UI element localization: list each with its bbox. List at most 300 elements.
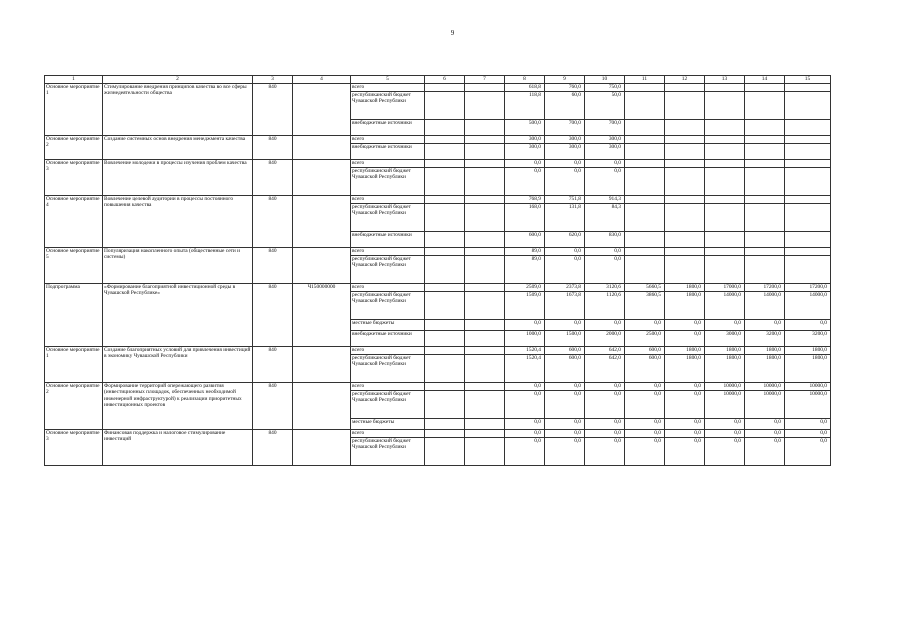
value-cell: 89,0 bbox=[505, 248, 545, 256]
header-cell: 14 bbox=[745, 76, 785, 84]
grbs-cell: 840 bbox=[253, 196, 293, 248]
table-row bbox=[45, 196, 831, 204]
value-cell: 914,3 bbox=[585, 196, 625, 204]
finance-source-cell: республиканский бюджет Чувашской Республики bbox=[351, 92, 425, 120]
value-cell bbox=[705, 84, 745, 92]
value-cell: 10000,0 bbox=[785, 391, 831, 419]
empty-cell bbox=[465, 391, 505, 419]
value-cell: 0,0 bbox=[665, 438, 705, 466]
value-cell: 1800,0 bbox=[665, 347, 705, 355]
value-cell bbox=[745, 232, 785, 248]
value-cell: 3120,6 bbox=[585, 284, 625, 292]
value-cell: 0,0 bbox=[745, 430, 785, 438]
value-cell: 0,0 bbox=[585, 419, 625, 430]
value-cell: 17200,0 bbox=[785, 284, 831, 292]
value-cell: 0,0 bbox=[505, 419, 545, 430]
status-cell: Основное мероприятие 2 bbox=[45, 136, 103, 160]
grbs-cell: 840 bbox=[253, 383, 293, 430]
value-cell: 3000,0 bbox=[705, 331, 745, 347]
value-cell: 0,0 bbox=[585, 256, 625, 284]
empty-cell bbox=[465, 92, 505, 120]
value-cell: 1800,0 bbox=[785, 355, 831, 383]
value-cell: 0,0 bbox=[665, 383, 705, 391]
measure-name-cell: Вовлечение молодежи в процессы изучения проблем качества bbox=[103, 160, 253, 196]
value-cell bbox=[665, 196, 705, 204]
value-cell: 2500,0 bbox=[625, 331, 665, 347]
value-cell bbox=[785, 204, 831, 232]
value-cell bbox=[705, 120, 745, 136]
empty-cell bbox=[465, 430, 505, 438]
value-cell: 0,0 bbox=[785, 430, 831, 438]
value-cell: 0,0 bbox=[545, 419, 585, 430]
value-cell bbox=[625, 136, 665, 144]
header-cell: 9 bbox=[545, 76, 585, 84]
value-cell: 2373,8 bbox=[545, 284, 585, 292]
finance-source-cell: республиканский бюджет Чувашской Республики bbox=[351, 292, 425, 320]
finance-source-cell: всего bbox=[351, 84, 425, 92]
table-row bbox=[45, 160, 831, 168]
value-cell bbox=[665, 136, 705, 144]
value-cell: 0,0 bbox=[625, 383, 665, 391]
empty-cell bbox=[465, 160, 505, 168]
value-cell: 5660,5 bbox=[625, 284, 665, 292]
finance-source-cell: всего bbox=[351, 248, 425, 256]
code-cell bbox=[293, 248, 351, 284]
table-row bbox=[45, 284, 831, 292]
value-cell: 0,0 bbox=[665, 331, 705, 347]
empty-cell bbox=[425, 168, 465, 196]
value-cell bbox=[745, 248, 785, 256]
value-cell: 0,0 bbox=[745, 320, 785, 331]
value-cell bbox=[705, 232, 745, 248]
value-cell: 131,8 bbox=[545, 204, 585, 232]
value-cell: 0,0 bbox=[585, 320, 625, 331]
value-cell: 10000,0 bbox=[745, 383, 785, 391]
value-cell bbox=[625, 92, 665, 120]
header-cell: 7 bbox=[465, 76, 505, 84]
empty-cell bbox=[465, 168, 505, 196]
value-cell: 0,0 bbox=[745, 419, 785, 430]
value-cell: 642,0 bbox=[585, 347, 625, 355]
measure-name-cell: «Формирование благоприятной инвестиционной среды в Чувашской Республике» bbox=[103, 284, 253, 347]
page-number: 9 bbox=[450, 29, 455, 37]
measure-name-cell: Финансовая поддержка и налоговое стимулирование инвестиций bbox=[103, 430, 253, 466]
finance-source-cell: всего bbox=[351, 430, 425, 438]
measure-name-cell: Вовлечение целевой аудитории в процессы постоянного повышения качества bbox=[103, 196, 253, 248]
value-cell: 0,0 bbox=[505, 438, 545, 466]
value-cell: 0,0 bbox=[545, 168, 585, 196]
value-cell: 0,0 bbox=[505, 320, 545, 331]
value-cell: 14000,0 bbox=[785, 292, 831, 320]
value-cell bbox=[625, 160, 665, 168]
value-cell: 300,0 bbox=[585, 144, 625, 160]
value-cell: 0,0 bbox=[545, 256, 585, 284]
empty-cell bbox=[465, 120, 505, 136]
header-cell: 10 bbox=[585, 76, 625, 84]
empty-cell bbox=[465, 320, 505, 331]
measure-name-cell: Создание благоприятных условий для привлечения инвестиций в экономику Чувашской Республики bbox=[103, 347, 253, 383]
empty-cell bbox=[425, 248, 465, 256]
empty-cell bbox=[425, 430, 465, 438]
empty-cell bbox=[465, 438, 505, 466]
value-cell: 10000,0 bbox=[785, 383, 831, 391]
empty-cell bbox=[465, 136, 505, 144]
empty-cell bbox=[465, 419, 505, 430]
empty-cell bbox=[425, 160, 465, 168]
empty-cell bbox=[465, 292, 505, 320]
empty-cell bbox=[425, 391, 465, 419]
finance-source-cell: внебюджетные источники bbox=[351, 120, 425, 136]
finance-source-cell: местные бюджеты bbox=[351, 320, 425, 331]
header-cell: 2 bbox=[103, 76, 253, 84]
header-cell: 5 bbox=[351, 76, 425, 84]
measure-name-cell: Популяризация накопленного опыта (общественные сети и системы) bbox=[103, 248, 253, 284]
status-cell: Основное мероприятие 3 bbox=[45, 430, 103, 466]
value-cell: 1800,0 bbox=[665, 284, 705, 292]
value-cell: 0,0 bbox=[665, 419, 705, 430]
value-cell: 1800,0 bbox=[705, 355, 745, 383]
value-cell: 751,8 bbox=[545, 196, 585, 204]
value-cell bbox=[745, 120, 785, 136]
value-cell: 0,0 bbox=[665, 391, 705, 419]
value-cell: 60,0 bbox=[545, 92, 585, 120]
finance-source-cell: республиканский бюджет Чувашской Республики bbox=[351, 168, 425, 196]
value-cell: 1800,0 bbox=[665, 292, 705, 320]
status-cell: Подпрограмма bbox=[45, 284, 103, 347]
finance-source-cell: местные бюджеты bbox=[351, 419, 425, 430]
value-cell bbox=[625, 120, 665, 136]
value-cell bbox=[745, 144, 785, 160]
value-cell: 0,0 bbox=[585, 430, 625, 438]
value-cell bbox=[625, 232, 665, 248]
value-cell: 14000,0 bbox=[705, 292, 745, 320]
empty-cell bbox=[425, 347, 465, 355]
value-cell bbox=[625, 248, 665, 256]
header-cell: 8 bbox=[505, 76, 545, 84]
value-cell: 0,0 bbox=[545, 383, 585, 391]
empty-cell bbox=[465, 204, 505, 232]
empty-cell bbox=[465, 248, 505, 256]
finance-source-cell: республиканский бюджет Чувашской Республики bbox=[351, 438, 425, 466]
value-cell: 118,8 bbox=[505, 92, 545, 120]
value-cell bbox=[705, 144, 745, 160]
code-cell bbox=[293, 383, 351, 430]
value-cell: 0,0 bbox=[665, 320, 705, 331]
value-cell: 1800,0 bbox=[705, 347, 745, 355]
empty-cell bbox=[425, 355, 465, 383]
value-cell: 0,0 bbox=[545, 438, 585, 466]
empty-cell bbox=[425, 196, 465, 204]
value-cell: 10000,0 bbox=[705, 391, 745, 419]
value-cell bbox=[785, 120, 831, 136]
value-cell bbox=[705, 248, 745, 256]
value-cell: 0,0 bbox=[545, 248, 585, 256]
empty-cell bbox=[465, 84, 505, 92]
value-cell bbox=[705, 168, 745, 196]
value-cell bbox=[785, 136, 831, 144]
value-cell bbox=[785, 160, 831, 168]
value-cell: 0,0 bbox=[665, 430, 705, 438]
finance-source-cell: республиканский бюджет Чувашской Республики bbox=[351, 204, 425, 232]
value-cell: 0,0 bbox=[585, 438, 625, 466]
value-cell: 600,0 bbox=[545, 347, 585, 355]
value-cell: 700,0 bbox=[585, 120, 625, 136]
value-cell: 0,0 bbox=[785, 320, 831, 331]
empty-cell bbox=[425, 284, 465, 292]
value-cell: 300,0 bbox=[505, 144, 545, 160]
value-cell: 0,0 bbox=[585, 160, 625, 168]
table-row bbox=[45, 430, 831, 438]
value-cell bbox=[665, 256, 705, 284]
code-cell bbox=[293, 84, 351, 136]
value-cell bbox=[625, 196, 665, 204]
value-cell: 1000,0 bbox=[505, 331, 545, 347]
empty-cell bbox=[465, 196, 505, 204]
value-cell: 14000,0 bbox=[745, 292, 785, 320]
value-cell bbox=[785, 256, 831, 284]
value-cell bbox=[665, 160, 705, 168]
status-cell: Основное мероприятие 5 bbox=[45, 248, 103, 284]
grbs-cell: 840 bbox=[253, 430, 293, 466]
value-cell bbox=[625, 144, 665, 160]
code-cell bbox=[293, 160, 351, 196]
value-cell: 1673,8 bbox=[545, 292, 585, 320]
value-cell bbox=[745, 160, 785, 168]
value-cell bbox=[705, 136, 745, 144]
value-cell: 1520,4 bbox=[505, 355, 545, 383]
value-cell: 10000,0 bbox=[745, 391, 785, 419]
code-cell bbox=[293, 347, 351, 383]
value-cell: 760,0 bbox=[545, 84, 585, 92]
value-cell bbox=[785, 232, 831, 248]
value-cell: 618,8 bbox=[505, 84, 545, 92]
value-cell: 0,0 bbox=[705, 419, 745, 430]
value-cell: 1520,4 bbox=[505, 347, 545, 355]
value-cell: 0,0 bbox=[505, 160, 545, 168]
value-cell: 1120,6 bbox=[585, 292, 625, 320]
value-cell: 0,0 bbox=[585, 248, 625, 256]
value-cell: 700,0 bbox=[545, 120, 585, 136]
empty-cell bbox=[425, 120, 465, 136]
grbs-cell: 840 bbox=[253, 347, 293, 383]
empty-cell bbox=[465, 355, 505, 383]
finance-source-cell: внебюджетные источники bbox=[351, 232, 425, 248]
header-cell: 6 bbox=[425, 76, 465, 84]
value-cell: 0,0 bbox=[785, 419, 831, 430]
value-cell bbox=[705, 256, 745, 284]
value-cell: 3200,0 bbox=[745, 331, 785, 347]
value-cell: 0,0 bbox=[625, 320, 665, 331]
value-cell: 3860,5 bbox=[625, 292, 665, 320]
value-cell: 0,0 bbox=[545, 430, 585, 438]
value-cell bbox=[665, 144, 705, 160]
header-cell: 15 bbox=[785, 76, 831, 84]
value-cell: 500,0 bbox=[505, 120, 545, 136]
value-cell: 600,0 bbox=[625, 347, 665, 355]
empty-cell bbox=[465, 284, 505, 292]
header-cell: 12 bbox=[665, 76, 705, 84]
header-cell: 4 bbox=[293, 76, 351, 84]
measure-name-cell: Создание системных основ внедрения менеджмента качества bbox=[103, 136, 253, 160]
table-row bbox=[45, 248, 831, 256]
code-cell bbox=[293, 136, 351, 160]
finance-source-cell: всего bbox=[351, 284, 425, 292]
value-cell bbox=[665, 248, 705, 256]
status-cell: Основное мероприятие 1 bbox=[45, 347, 103, 383]
value-cell: 750,0 bbox=[585, 84, 625, 92]
empty-cell bbox=[425, 204, 465, 232]
value-cell bbox=[745, 196, 785, 204]
value-cell bbox=[665, 84, 705, 92]
value-cell: 84,3 bbox=[585, 204, 625, 232]
value-cell: 300,0 bbox=[505, 136, 545, 144]
finance-source-cell: внебюджетные источники bbox=[351, 331, 425, 347]
program-finance-table bbox=[44, 75, 831, 466]
finance-source-cell: всего bbox=[351, 383, 425, 391]
value-cell bbox=[745, 168, 785, 196]
value-cell: 0,0 bbox=[585, 383, 625, 391]
grbs-cell: 840 bbox=[253, 160, 293, 196]
measure-name-cell: Стимулирование внедрения принципов качества во все сферы жизнедеятельности общества bbox=[103, 84, 253, 136]
value-cell: 0,0 bbox=[625, 438, 665, 466]
empty-cell bbox=[425, 419, 465, 430]
value-cell: 1800,0 bbox=[745, 355, 785, 383]
table-row bbox=[45, 383, 831, 391]
status-cell: Основное мероприятие 3 bbox=[45, 160, 103, 196]
value-cell bbox=[745, 256, 785, 284]
value-cell: 50,0 bbox=[585, 92, 625, 120]
empty-cell bbox=[465, 256, 505, 284]
value-cell: 1509,0 bbox=[505, 292, 545, 320]
table-row bbox=[45, 347, 831, 355]
header-row bbox=[45, 76, 831, 84]
value-cell bbox=[665, 120, 705, 136]
finance-source-cell: республиканский бюджет Чувашской Республики bbox=[351, 391, 425, 419]
code-cell bbox=[293, 196, 351, 248]
empty-cell bbox=[425, 232, 465, 248]
value-cell bbox=[665, 204, 705, 232]
value-cell: 0,0 bbox=[505, 168, 545, 196]
finance-source-cell: всего bbox=[351, 347, 425, 355]
value-cell bbox=[745, 84, 785, 92]
value-cell: 89,0 bbox=[505, 256, 545, 284]
value-cell bbox=[705, 160, 745, 168]
value-cell: 2000,0 bbox=[585, 331, 625, 347]
value-cell bbox=[665, 232, 705, 248]
table-row bbox=[45, 136, 831, 144]
value-cell: 0,0 bbox=[585, 391, 625, 419]
empty-cell bbox=[425, 256, 465, 284]
value-cell: 17000,0 bbox=[705, 284, 745, 292]
value-cell: 0,0 bbox=[745, 438, 785, 466]
empty-cell bbox=[425, 438, 465, 466]
finance-source-cell: всего bbox=[351, 136, 425, 144]
value-cell bbox=[785, 248, 831, 256]
value-cell: 2509,0 bbox=[505, 284, 545, 292]
value-cell bbox=[705, 92, 745, 120]
value-cell: 0,0 bbox=[625, 430, 665, 438]
value-cell: 10000,0 bbox=[705, 383, 745, 391]
value-cell: 620,0 bbox=[545, 232, 585, 248]
header-cell: 13 bbox=[705, 76, 745, 84]
value-cell bbox=[625, 84, 665, 92]
value-cell bbox=[785, 196, 831, 204]
value-cell: 1800,0 bbox=[745, 347, 785, 355]
value-cell bbox=[705, 204, 745, 232]
value-cell bbox=[785, 92, 831, 120]
value-cell: 3200,0 bbox=[785, 331, 831, 347]
value-cell: 0,0 bbox=[625, 391, 665, 419]
code-cell bbox=[293, 430, 351, 466]
value-cell: 300,0 bbox=[545, 136, 585, 144]
finance-source-cell: всего bbox=[351, 196, 425, 204]
value-cell: 0,0 bbox=[785, 438, 831, 466]
measure-name-cell: Формирование территорий опережающего развития (инвестиционных площадок, обеспеченных необходимой инженерной инфраструктурой) к реализации приоритетных инвестиционных проектов bbox=[103, 383, 253, 430]
value-cell: 600,0 bbox=[505, 232, 545, 248]
value-cell: 0,0 bbox=[505, 383, 545, 391]
value-cell: 0,0 bbox=[505, 391, 545, 419]
status-cell: Основное мероприятие 4 bbox=[45, 196, 103, 248]
value-cell: 0,0 bbox=[505, 430, 545, 438]
empty-cell bbox=[425, 383, 465, 391]
value-cell: 0,0 bbox=[545, 160, 585, 168]
grbs-cell: 840 bbox=[253, 248, 293, 284]
value-cell: 0,0 bbox=[705, 320, 745, 331]
value-cell bbox=[785, 84, 831, 92]
value-cell: 0,0 bbox=[705, 430, 745, 438]
grbs-cell: 840 bbox=[253, 284, 293, 347]
header-cell: 3 bbox=[253, 76, 293, 84]
value-cell: 600,0 bbox=[625, 355, 665, 383]
value-cell bbox=[625, 256, 665, 284]
value-cell bbox=[625, 168, 665, 196]
empty-cell bbox=[465, 383, 505, 391]
value-cell bbox=[665, 92, 705, 120]
finance-source-cell: республиканский бюджет Чувашской Республики bbox=[351, 355, 425, 383]
empty-cell bbox=[425, 320, 465, 331]
value-cell bbox=[625, 204, 665, 232]
status-cell: Основное мероприятие 2 bbox=[45, 383, 103, 430]
empty-cell bbox=[425, 84, 465, 92]
empty-cell bbox=[425, 331, 465, 347]
status-cell: Основное мероприятие 1 bbox=[45, 84, 103, 136]
value-cell: 600,0 bbox=[545, 355, 585, 383]
value-cell: 1800,0 bbox=[785, 347, 831, 355]
grbs-cell: 840 bbox=[253, 84, 293, 136]
value-cell: 0,0 bbox=[625, 419, 665, 430]
value-cell bbox=[785, 144, 831, 160]
value-cell: 17200,0 bbox=[745, 284, 785, 292]
grbs-cell: 840 bbox=[253, 136, 293, 160]
value-cell: 1500,0 bbox=[545, 331, 585, 347]
value-cell bbox=[665, 168, 705, 196]
value-cell bbox=[785, 168, 831, 196]
value-cell: 768,9 bbox=[505, 196, 545, 204]
value-cell bbox=[745, 204, 785, 232]
empty-cell bbox=[425, 136, 465, 144]
value-cell bbox=[705, 196, 745, 204]
empty-cell bbox=[465, 232, 505, 248]
value-cell bbox=[745, 136, 785, 144]
value-cell: 168,0 bbox=[505, 204, 545, 232]
table-row bbox=[45, 84, 831, 92]
header-cell: 11 bbox=[625, 76, 665, 84]
header-cell: 1 bbox=[45, 76, 103, 84]
finance-source-cell: всего bbox=[351, 160, 425, 168]
empty-cell bbox=[425, 144, 465, 160]
value-cell: 1800,0 bbox=[665, 355, 705, 383]
value-cell: 300,0 bbox=[545, 144, 585, 160]
